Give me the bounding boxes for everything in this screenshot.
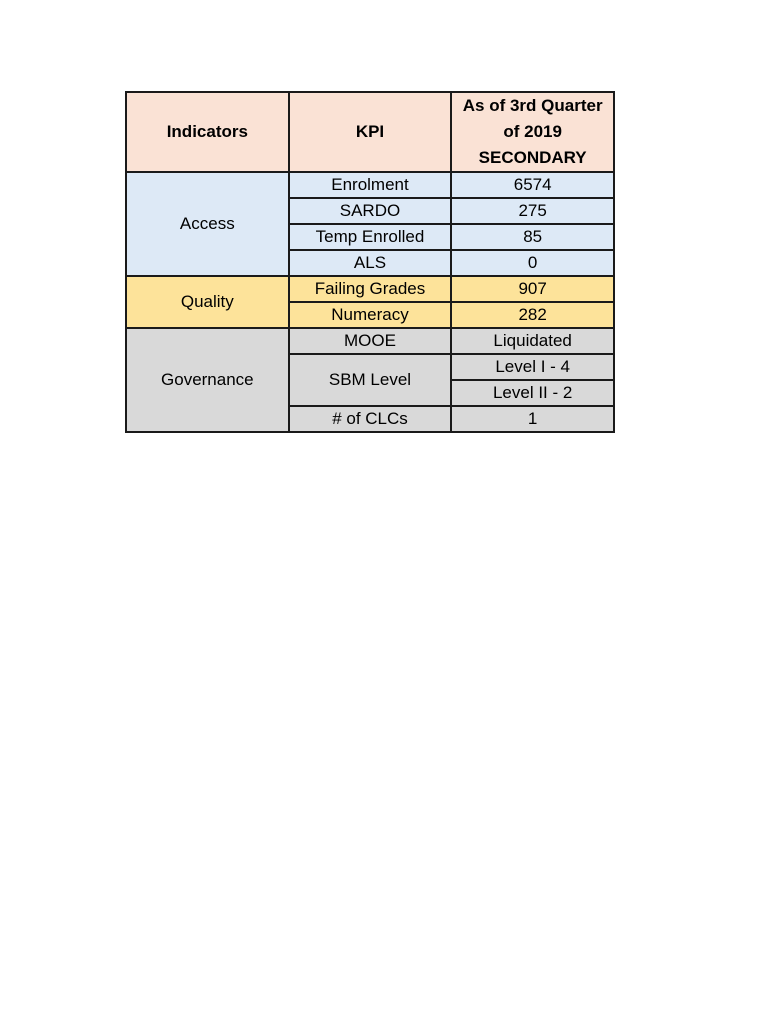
- kpi-cell: MOOE: [289, 328, 452, 354]
- table-row: [126, 172, 614, 198]
- kpi-cell: Numeracy: [289, 302, 452, 328]
- header-period-line3: SECONDARY: [478, 148, 587, 167]
- kpi-cell: Failing Grades: [289, 276, 452, 302]
- header-indicators: Indicators: [126, 92, 289, 172]
- value-cell: 1: [451, 406, 614, 432]
- kpi-cell: SBM Level: [289, 354, 452, 406]
- value-cell: 275: [451, 198, 614, 224]
- header-period-line1: As of 3rd Quarter: [462, 96, 603, 115]
- value-cell: 6574: [451, 172, 614, 198]
- kpi-cell: # of CLCs: [289, 406, 452, 432]
- value-cell: 282: [451, 302, 614, 328]
- value-cell: Liquidated: [451, 328, 614, 354]
- kpi-cell: SARDO: [289, 198, 452, 224]
- table-row: [126, 276, 614, 302]
- value-cell: 85: [451, 224, 614, 250]
- group-label-access: Access: [126, 172, 289, 276]
- table-row: [126, 328, 614, 354]
- value-cell: Level II - 2: [451, 380, 614, 406]
- header-period: [451, 92, 614, 172]
- header-kpi: KPI: [289, 92, 452, 172]
- group-label-governance: Governance: [126, 328, 289, 432]
- kpi-table: [125, 91, 615, 433]
- group-label-quality: Quality: [126, 276, 289, 328]
- value-cell: 0: [451, 250, 614, 276]
- value-cell: 907: [451, 276, 614, 302]
- kpi-cell: ALS: [289, 250, 452, 276]
- value-cell: Level I - 4: [451, 354, 614, 380]
- header-row: [126, 92, 614, 172]
- kpi-cell: Enrolment: [289, 172, 452, 198]
- header-period-line2: of 2019: [503, 122, 562, 141]
- kpi-cell: Temp Enrolled: [289, 224, 452, 250]
